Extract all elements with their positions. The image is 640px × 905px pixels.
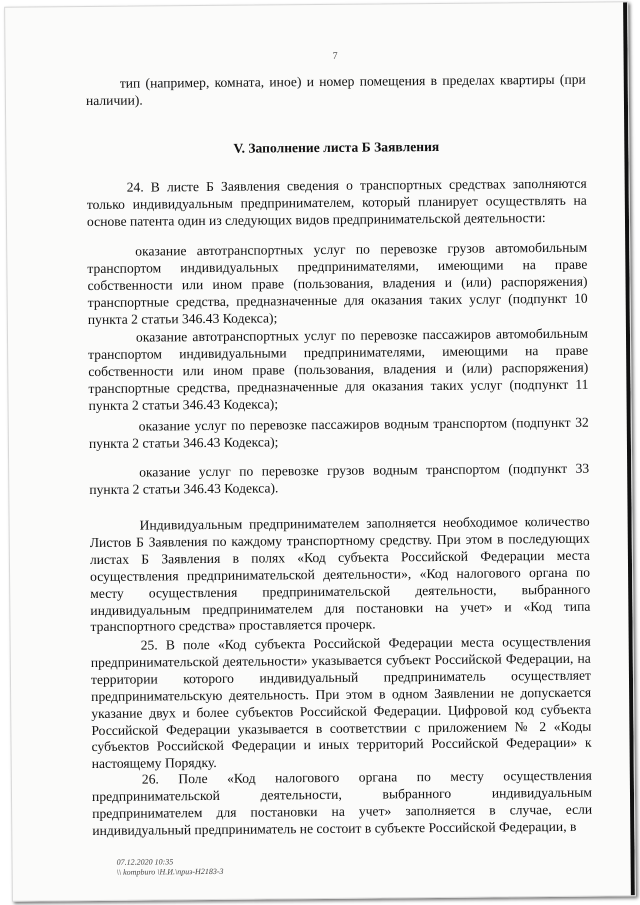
paragraph-24: 24. В листе Б Заявления сведения о транспортных средствах заполняются только индивидуальным предпринимателем, который планирует осуществлять на основе патента один из следующих видов предпринимательской деятельности: xyxy=(86,175,587,229)
footer-filepath: \\ kompburo \Н.И.\приз-Н2183-3 xyxy=(116,866,224,877)
list-item-freight-auto: оказание автотранспортных услуг по перевозке грузов автомобильным транспортом индивидуальных предпринимателями, имеющими на праве собственности или ином праве (пользования, владения и (или) распоряжения) транспортные средства, предназначенные для оказания таких услуг (подпункт 10 пункта 2 статьи 346.43 Кодекса); xyxy=(87,239,588,327)
list-item-passenger-auto: оказание автотранспортных услуг по перевозке пассажиров автомобильным транспортом индивидуальными предпринимателями, имеющими на праве собственности или ином праве (пользования, владения и (или) распоряжения) транспортные средства, предназначенные для оказания таких услуг (подпункт 11 пункта 2 статьи 346.43 Кодекса); xyxy=(88,325,589,413)
list-item-freight-water: оказание услуг по перевозке грузов водным транспортом (подпункт 33 пункта 2 статьи 346.43 Кодекса). xyxy=(89,460,590,497)
paragraph-ip-sheets: Индивидуальным предпринимателем заполняется необходимое количество Листов Б Заявления по каждому транспортному средству. При этом в последующих листах Б Заявления в полях «Код субъекта Российской Федерации места осуществления предпринимательской деятельности», «Код налогового органа по месту осуществления предпринимательской деятельности, выбранного индивидуальным предпринимателем для постановки на учет» и «Код типа транспортного средства» проставляется прочерк. xyxy=(89,513,591,635)
footer-timestamp: 07.12.2020 10:35 xyxy=(116,857,174,867)
paragraph-25: 25. В поле «Код субъекта Российской Федерации места осуществления предпринимательской деятельности» указывается субъект Российской Федерации, на территории которого индивидуальный предприниматель осуществляет предпринимательскую деятельность. При этом в одном Заявлении не допускается указание двух и более субъектов Российской Федерации. Цифровой код субъекта Российской Федерации указывается в соответствии с приложением № 2 «Коды субъектов Российской Федерации и иных территорий Российской Федерации» к настоящему Порядку. xyxy=(90,633,592,772)
document-body xyxy=(85,3,593,838)
page-edge-shadow xyxy=(623,2,635,895)
section-heading: V. Заполнение листа Б Заявления xyxy=(233,138,440,156)
page-number: 7 xyxy=(332,50,338,62)
paragraph-continuation: тип (например, комната, иное) и номер помещения в пределах квартиры (при наличии). xyxy=(85,71,586,108)
document-footer xyxy=(117,857,224,878)
paragraph-26: 26. Поле «Код налогового органа по месту осуществления предпринимательской деятельности, выбранного индивидуальным предпринимателем для постановки на учет» заполняется в случае, если индивидуальный предприниматель не состоит в субъекте Российской Федерации, в xyxy=(91,767,593,838)
list-item-passenger-water: оказание услуг по перевозке пассажиров водным транспортом (подпункт 32 пункта 2 статьи 346.43 Кодекса); xyxy=(88,414,589,451)
document-page xyxy=(4,1,636,901)
